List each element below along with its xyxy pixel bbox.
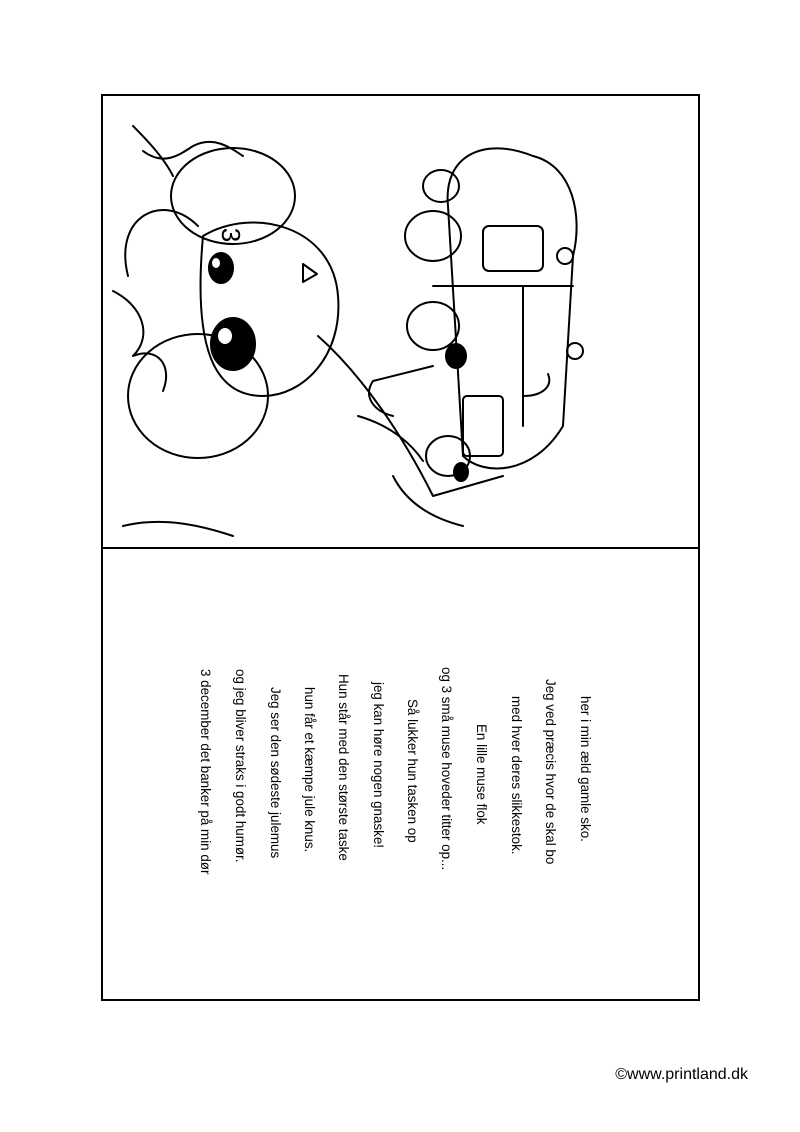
poem-line: jeg kan høre nogen gnaske! [371,682,386,849]
poem-line: En lille muse flok [474,724,489,825]
page-number: 3 [216,227,246,243]
poem-line: Jeg ser den sødeste julemus [268,687,283,859]
poem-line: og jeg bliver straks i godt humør. [233,669,248,863]
poem-line: her i min æld gamle sko. [578,696,593,842]
illustration-panel [103,96,698,547]
poem-line: og 3 små muse hoveder titter op... [439,667,454,871]
poem-line: Så lukker hun tasken op [405,699,420,843]
poem-line: Jeg ved præcis hvor de skal bo [543,679,558,865]
poem-panel [103,549,698,999]
poem-line: med hver deres slikkestok. [509,696,524,855]
poem-line: 3 december det banker på min dør [198,669,213,875]
copyright-credit: ©www.printland.dk [615,1066,748,1083]
christmas-mouse-coloring-icon [103,96,698,547]
poem-line: hun får et kæmpe jule knus. [302,687,317,853]
poem-line: Hun står med den største taske [336,674,351,861]
